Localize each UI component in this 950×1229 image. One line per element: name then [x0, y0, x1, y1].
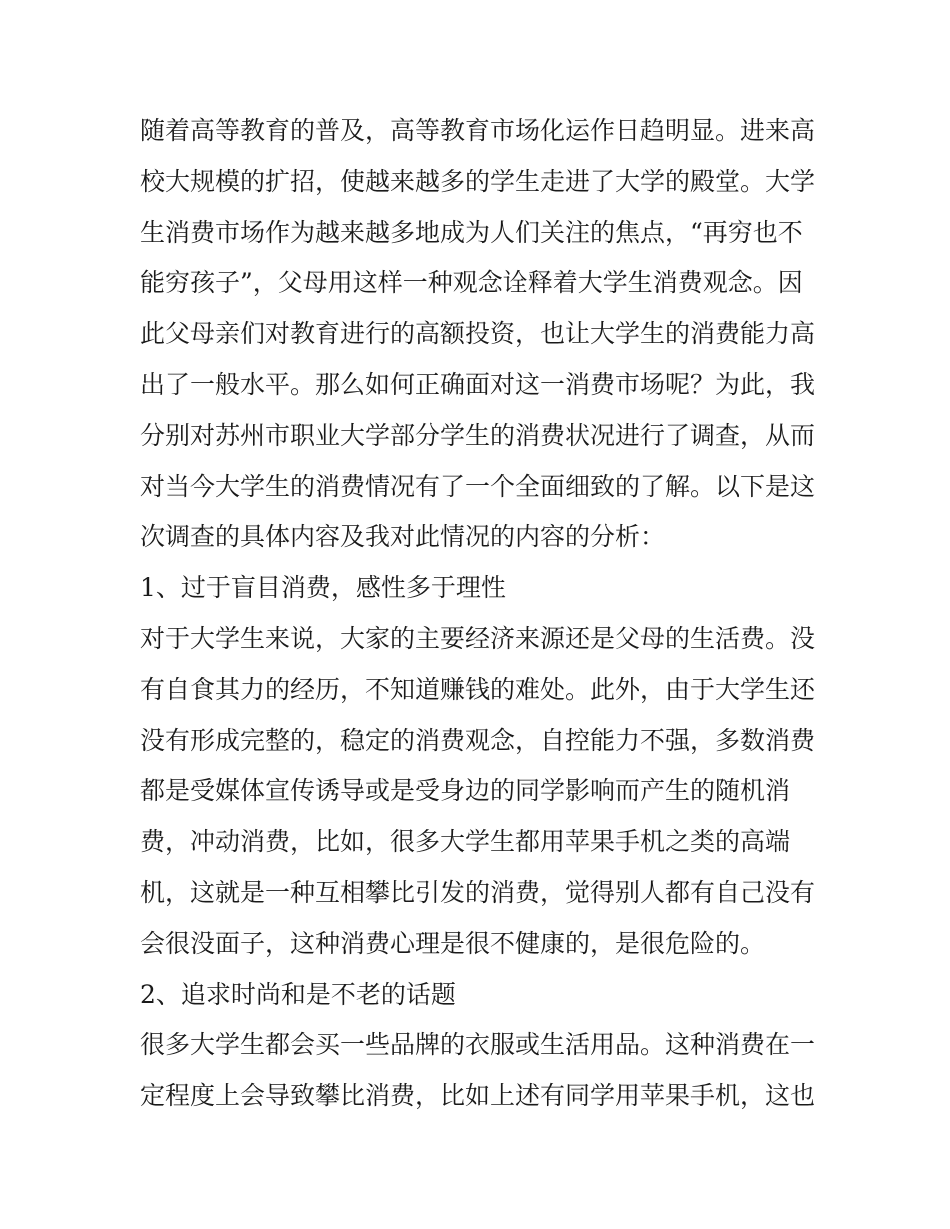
body-line-2: 校大规模的扩招，使越来越多的学生走进了大学的殿堂。大学: [140, 166, 816, 196]
body-line-11: 有自食其力的经历，不知道赚钱的难处。此外，由于大学生还: [140, 674, 816, 704]
body-line-15: 机，这就是一种互相攀比引发的消费，觉得别人都有自己没有: [140, 877, 816, 907]
body-line-17: 很多大学生都会买一些品牌的衣服或生活用品。这种消费在一: [140, 1030, 816, 1060]
body-line-7: 分别对苏州市职业大学部分学生的消费状况进行了调查，从而: [140, 420, 816, 450]
body-line-3: 生消费市场作为越来越多地成为人们关注的焦点，“再穷也不: [140, 217, 803, 247]
body-line-4: 能穷孩子”，父母用这样一种观念诠释着大学生消费观念。因: [140, 268, 803, 298]
body-line-6: 出了一般水平。那么如何正确面对这一消费市场呢？为此，我: [140, 369, 816, 399]
body-line-5: 此父母亲们对教育进行的高额投资，也让大学生的消费能力高: [140, 319, 816, 349]
body-line-13: 都是受媒体宣传诱导或是受身边的同学影响而产生的随机消: [140, 776, 791, 806]
body-line-12: 没有形成完整的，稳定的消费观念，自控能力不强，多数消费: [140, 725, 816, 755]
body-line-8: 对当今大学生的消费情况有了一个全面细致的了解。以下是这: [140, 471, 816, 501]
body-line-18: 定程度上会导致攀比消费，比如上述有同学用苹果手机，这也: [140, 1081, 816, 1111]
section-heading-2: 2、追求时尚和是不老的话题: [140, 979, 456, 1009]
body-line-14: 费，冲动消费，比如，很多大学生都用苹果手机之类的高端: [140, 827, 791, 857]
body-line-9: 次调查的具体内容及我对此情况的内容的分析：: [140, 522, 666, 552]
body-line-1: 随着高等教育的普及，高等教育市场化运作日趋明显。进来高: [140, 116, 816, 145]
body-line-16: 会很没面子，这种消费心理是很不健康的，是很危险的。: [140, 928, 766, 958]
section-heading-1: 1、过于盲目消费，感性多于理性: [140, 573, 506, 603]
body-line-10: 对于大学生来说，大家的主要经济来源还是父母的生活费。没: [140, 623, 816, 653]
document-body: [140, 106, 820, 1122]
